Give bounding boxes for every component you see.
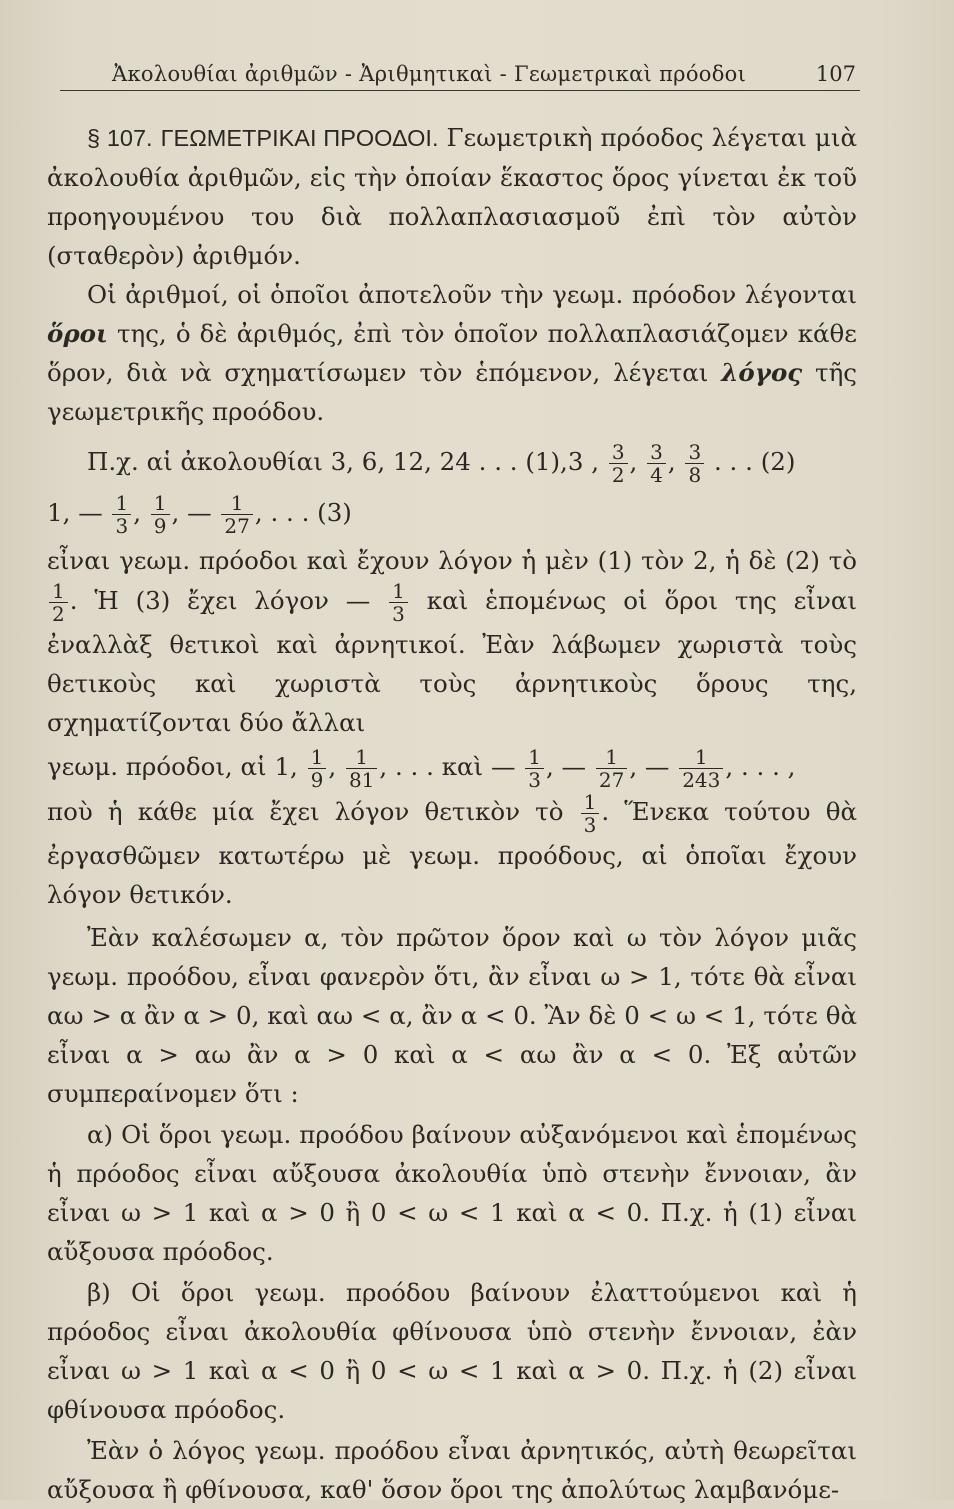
fraction: $\frac{1}{27}$ [221, 492, 252, 537]
fraction: $\frac{1}{2}$ [49, 580, 68, 625]
terms-text-1: Οἱ ἀριθμοί, οἱ ὁποῖοι ἀποτελοῦν τὴν γεωμ. πρόοδον λέγονται [87, 280, 857, 309]
definition-text: Γεωμετρικὴ πρόοδος λέγεται μιὰ ἀκολουθία ἀριθμῶν, εἰς τὴν ὁποίαν ἕκαστος ὅρος γίνεται ἐκ τοῦ προηγουμένου του διὰ πολλαπλασιασμοῦ ἐπὶ τὸν αὐτὸν (σταθερὸν) ἀριθμόν. [47, 123, 857, 270]
page-number: 107 [815, 62, 856, 86]
fraction: $\frac{1}{3}$ [389, 580, 408, 625]
fraction: $\frac{3}{4}$ [647, 441, 666, 486]
section-title: ΓΕΩΜΕΤΡΙΚΑΙ ΠΡΟΟΔΟΙ. [160, 125, 439, 151]
case-a: α) Οἱ ὅροι γεωμ. προόδου βαίνουν αὐξανόμενοι καὶ ἑπομένως ἡ πρόοδος εἶναι αὔξουσα ἀκολουθία ὑπὸ στενὴν ἔννοιαν, ἂν εἶναι ω > 1 καὶ α > 0 ἢ 0 < ω < 1 καὶ α < 0. Π.χ. ἡ (1) εἶναι αὔξουσα πρόοδος. [47, 1120, 857, 1266]
paragraph-positive-ratio [47, 791, 857, 914]
ratios-text-3: καὶ ἑπομένως οἱ ὅροι της εἶναι ἐναλλὰξ θετικοὶ καὶ ἀρνητικοί. Ἐὰν λάβωμεν χωριστὰ τοὺς θετικοὺς καὶ χωριστὰ τοὺς ἀρνητικοὺς ὅρους της, σχηματίζονται δύο ἄλλαι [47, 586, 858, 737]
paragraph-negative-ratio: Ἐὰν ὁ λόγος γεωμ. προόδου εἶναι ἀρνητικός, αὐτὴ θεωρεῖται αὔξουσα ἢ φθίνουσα, καθ' ὅσον ὅροι της ἀπολύτως λαμβανόμε- [47, 1436, 857, 1504]
section-definition [47, 118, 857, 275]
fraction: $\frac{1}{9}$ [308, 746, 327, 791]
fraction: $\frac{1}{27}$ [596, 746, 627, 791]
fraction: $\frac{3}{8}$ [685, 441, 704, 486]
ratios-text-1: εἶναι γεωμ. πρόοδοι καὶ ἔχουν λόγον ἡ μὲν (1) τὸν 2, ἡ δὲ (2) τὸ [47, 546, 857, 575]
fraction: $\frac{1}{3}$ [525, 746, 544, 791]
fraction: $\frac{3}{2}$ [609, 441, 628, 486]
example-line-1: Π.χ. αἱ ἀκολουθίαι 3, 6, 12, 24 . . . (1),3 , $\frac{3}{2}$ , $\frac{3}{4}$ , $\frac{3}{8}$ . . . (2) [87, 440, 796, 487]
fraction: $\frac{1}{3}$ [581, 791, 600, 836]
fraction: $\frac{1}{3}$ [112, 492, 131, 537]
terms-text-2: της, ὁ δὲ ἀριθμός, ἐπὶ τὸν ὁποῖον πολλαπλασιάζομεν κάθε ὅρον, διὰ νὰ σχηματίσωμεν τὸν ἑπόμενον, λέγεται [47, 319, 857, 387]
ratios-text-2: . Ἡ (3) ἔχει λόγον — [69, 586, 371, 615]
ratio-text-prefix: ποὺ ἡ κάθε μία ἔχει λόγον θετικὸν τὸ [47, 797, 564, 826]
progressions-suffix: , . . . , [725, 752, 796, 781]
fraction: $\frac{1}{9}$ [151, 492, 170, 537]
term-oroi: ὅροι [47, 319, 108, 348]
paragraph-cases: Ἐὰν καλέσωμεν α, τὸν πρῶτον ὅρον καὶ ω τὸν λόγον μιᾶς γεωμ. προόδου, εἶναι φανερὸν ὅτι, ἂν εἶναι ω > 1, τότε θὰ εἶναι αω > α ἂν α > 0, καὶ αω < α, ἂν α < 0. Ἂν δὲ 0 < ω < 1, τότε θὰ εἶναι α > αω ἂν α > 0 καὶ α < αω ἂν α < 0. Ἐξ αὐτῶν συμπεραίνομεν ὅτι : [47, 923, 857, 1108]
page-header [60, 62, 860, 91]
section-number: § 107. [87, 125, 153, 151]
seq2-suffix: . . . (2) [713, 447, 796, 476]
fraction: $\frac{1}{243}$ [679, 746, 723, 791]
paragraph-terms [47, 275, 857, 431]
running-title: Ἀκολουθίαι ἀριθμῶν - Ἀριθμητικαὶ - Γεωμετρικαὶ πρόοδοι [112, 62, 747, 86]
example-line-2: 1, — $\frac{1}{3}$ , $\frac{1}{9}$ , — $\frac{1}{27}$ , . . . (3) [47, 491, 352, 538]
progressions-mid: , . . . καὶ — [379, 752, 516, 781]
seq3-first: 1, [47, 498, 71, 527]
progressions-prefix: γεωμ. πρόοδοι, αἱ 1, [47, 752, 298, 781]
example-prefix: Π.χ. αἱ ἀκολουθίαι 3, 6, 12, 24 . . . (1),3 , [87, 447, 600, 476]
body-text [47, 118, 857, 1509]
term-logos: λόγος [721, 358, 803, 387]
seq3-suffix: . . . (3) [270, 498, 352, 527]
two-progressions-line: γεωμ. πρόοδοι, αἱ 1, $\frac{1}{9}$ , $\frac{1}{81}$ , . . . καὶ — $\frac{1}{3}$ , — $\frac{1}{27}$ , — $\frac{1}{243}$ , . . . , [47, 745, 796, 792]
ratio-text-suffix: . Ἕνεκα τούτου θὰ ἐργασθῶμεν κατωτέρω μὲ γεωμ. προόδους, αἱ ὁποῖαι ἔχουν λόγον θετικόν. [47, 797, 857, 909]
fraction: $\frac{1}{81}$ [346, 746, 377, 791]
case-b: β) Οἱ ὅροι γεωμ. προόδου βαίνουν ἐλαττούμενοι καὶ ἡ πρόοδος εἶναι ἀκολουθία φθίνουσα ὑπὸ στενὴν ἔννοιαν, ἐὰν εἶναι ω > 1 καὶ α < 0 ἢ 0 < ω < 1 καὶ α > 0. Π.χ. ἡ (2) εἶναι φθίνουσα πρόοδος. [47, 1278, 857, 1424]
terms-text-3: τῆς γεωμετρικῆς προόδου. [47, 358, 858, 426]
paragraph-ratios [47, 541, 857, 742]
